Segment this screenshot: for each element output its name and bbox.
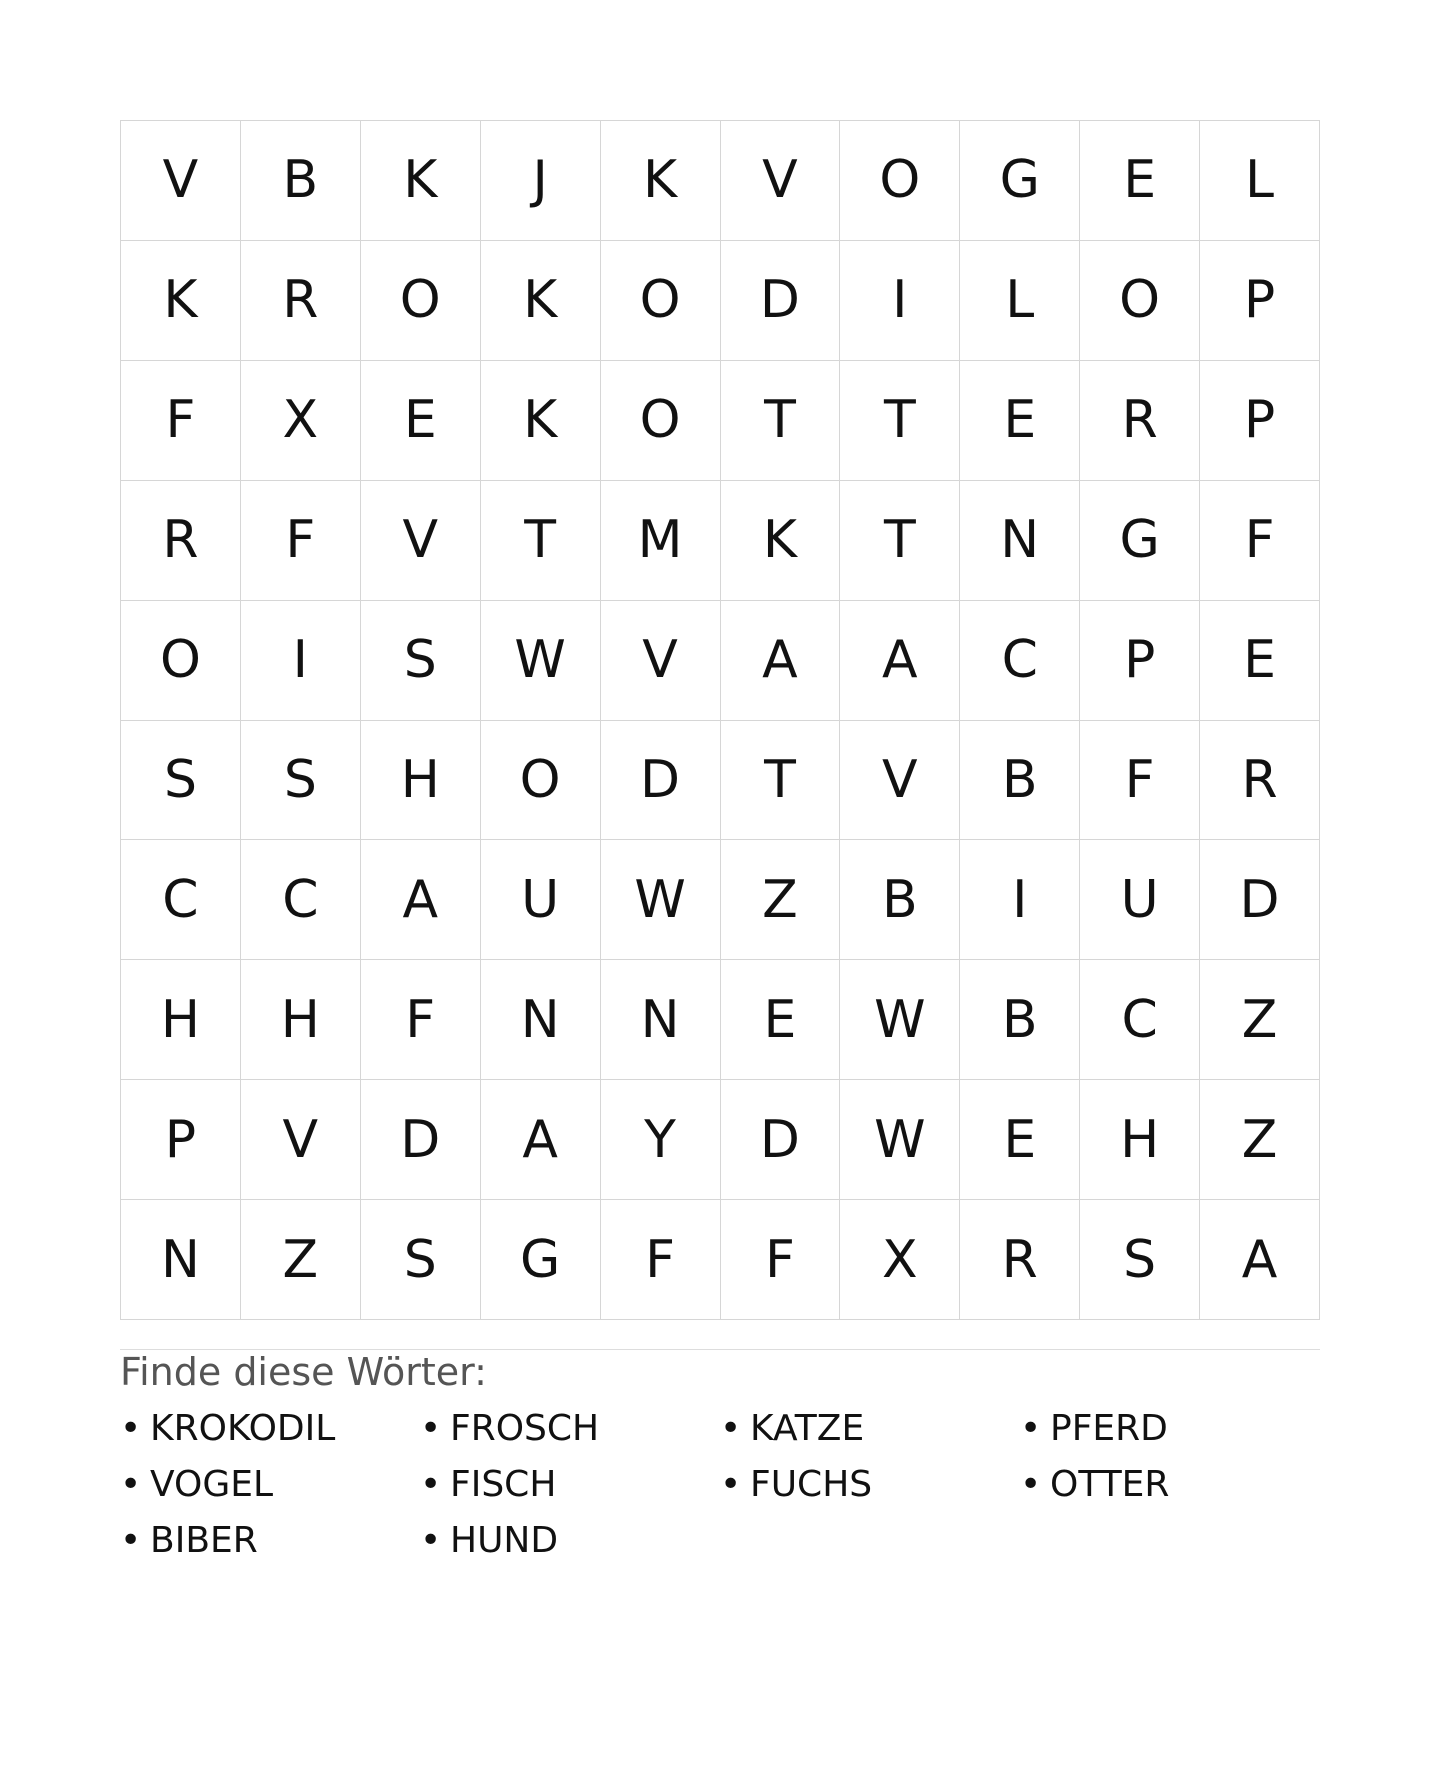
word-list-item	[420, 1408, 720, 1464]
grid-cell[interactable]: K	[721, 481, 841, 601]
grid-cell[interactable]: Y	[601, 1080, 721, 1200]
grid-cell[interactable]: J	[481, 121, 601, 241]
grid-cell[interactable]: R	[1200, 721, 1320, 841]
grid-cell[interactable]: F	[1080, 721, 1200, 841]
grid-cell[interactable]: D	[721, 1080, 841, 1200]
grid-cell[interactable]: G	[1080, 481, 1200, 601]
bullet-icon: •	[420, 1408, 442, 1449]
word-label: FISCH	[450, 1464, 557, 1505]
grid-cell[interactable]: F	[721, 1200, 841, 1320]
grid-cell[interactable]: W	[601, 840, 721, 960]
grid-cell[interactable]: C	[241, 840, 361, 960]
word-list-item	[720, 1408, 1020, 1464]
word-list-item	[120, 1408, 420, 1464]
grid-cell[interactable]: V	[361, 481, 481, 601]
grid-cell[interactable]: D	[601, 721, 721, 841]
grid-cell[interactable]: P	[121, 1080, 241, 1200]
grid-cell[interactable]: E	[361, 361, 481, 481]
grid-cell[interactable]: U	[1080, 840, 1200, 960]
grid-cell[interactable]: K	[361, 121, 481, 241]
grid-cell[interactable]: N	[121, 1200, 241, 1320]
grid-cell[interactable]: G	[960, 121, 1080, 241]
word-label: BIBER	[150, 1520, 258, 1561]
grid-cell[interactable]: L	[1200, 121, 1320, 241]
grid-cell[interactable]: V	[241, 1080, 361, 1200]
grid-cell[interactable]: S	[361, 601, 481, 721]
word-label: HUND	[450, 1520, 559, 1561]
grid-cell[interactable]: U	[481, 840, 601, 960]
grid-cell[interactable]: B	[960, 960, 1080, 1080]
grid-cell[interactable]: F	[121, 361, 241, 481]
grid-cell[interactable]: V	[721, 121, 841, 241]
grid-cell[interactable]: N	[481, 960, 601, 1080]
word-label: KROKODIL	[150, 1408, 336, 1449]
grid-cell[interactable]: C	[1080, 960, 1200, 1080]
word-label: OTTER	[1050, 1464, 1170, 1505]
word-label: FUCHS	[750, 1464, 873, 1505]
word-list-item	[120, 1520, 420, 1576]
bullet-icon: •	[720, 1408, 742, 1449]
grid-cell[interactable]: T	[840, 481, 960, 601]
grid-cell[interactable]: A	[361, 840, 481, 960]
grid-cell[interactable]: W	[840, 960, 960, 1080]
word-list-item	[720, 1464, 1020, 1520]
grid-cell[interactable]: O	[1080, 241, 1200, 361]
bullet-icon: •	[1020, 1464, 1042, 1505]
grid-cell[interactable]: T	[721, 361, 841, 481]
grid-cell[interactable]: P	[1200, 361, 1320, 481]
grid-cell[interactable]: R	[960, 1200, 1080, 1320]
bullet-icon: •	[1020, 1408, 1042, 1449]
grid-cell[interactable]: D	[721, 241, 841, 361]
grid-cell[interactable]: F	[1200, 481, 1320, 601]
word-list	[120, 1408, 1320, 1576]
grid-cell[interactable]: L	[960, 241, 1080, 361]
grid-cell[interactable]: C	[960, 601, 1080, 721]
word-list-item	[1020, 1408, 1320, 1464]
grid-cell[interactable]: V	[840, 721, 960, 841]
word-list-title: Finde diese Wörter:	[120, 1350, 487, 1394]
grid-cell[interactable]: B	[241, 121, 361, 241]
bullet-icon: •	[120, 1408, 142, 1449]
grid-cell[interactable]: H	[241, 960, 361, 1080]
word-list-item	[420, 1520, 720, 1576]
grid-cell[interactable]: T	[481, 481, 601, 601]
grid-cell[interactable]: O	[361, 241, 481, 361]
grid-cell[interactable]: K	[601, 121, 721, 241]
grid-cell[interactable]: M	[601, 481, 721, 601]
grid-cell[interactable]: E	[960, 1080, 1080, 1200]
grid-cell[interactable]: T	[840, 361, 960, 481]
grid-cell[interactable]: R	[1080, 361, 1200, 481]
word-label: VOGEL	[150, 1464, 274, 1505]
word-list-item	[120, 1464, 420, 1520]
grid-cell[interactable]: F	[241, 481, 361, 601]
word-list-item	[420, 1464, 720, 1520]
word-list-item	[1020, 1464, 1320, 1520]
grid-cell[interactable]: P	[1080, 601, 1200, 721]
grid-cell[interactable]: X	[840, 1200, 960, 1320]
grid-cell[interactable]: I	[960, 840, 1080, 960]
grid-cell[interactable]: Z	[1200, 960, 1320, 1080]
grid-cell[interactable]: W	[481, 601, 601, 721]
grid-cell[interactable]: Z	[721, 840, 841, 960]
grid-cell[interactable]: F	[361, 960, 481, 1080]
bullet-icon: •	[420, 1464, 442, 1505]
grid-cell[interactable]: K	[121, 241, 241, 361]
grid-cell[interactable]: A	[840, 601, 960, 721]
grid-cell[interactable]: K	[481, 241, 601, 361]
grid-cell[interactable]: F	[601, 1200, 721, 1320]
grid-cell[interactable]: Z	[241, 1200, 361, 1320]
grid-cell[interactable]: K	[481, 361, 601, 481]
grid-cell[interactable]: A	[721, 601, 841, 721]
grid-cell[interactable]: O	[601, 241, 721, 361]
grid-cell[interactable]: T	[721, 721, 841, 841]
grid-cell[interactable]: H	[121, 960, 241, 1080]
grid-cell[interactable]: O	[840, 121, 960, 241]
grid-cell[interactable]: A	[481, 1080, 601, 1200]
grid-cell[interactable]: E	[960, 361, 1080, 481]
grid-cell[interactable]: O	[481, 721, 601, 841]
word-label: FROSCH	[450, 1408, 600, 1449]
grid-cell[interactable]: G	[481, 1200, 601, 1320]
grid-cell[interactable]: R	[241, 241, 361, 361]
grid-cell[interactable]: N	[601, 960, 721, 1080]
grid-cell[interactable]: V	[121, 121, 241, 241]
grid-cell[interactable]: O	[601, 361, 721, 481]
grid-cell[interactable]: S	[121, 721, 241, 841]
grid-cell[interactable]: D	[1200, 840, 1320, 960]
grid-cell[interactable]: R	[121, 481, 241, 601]
grid-cell[interactable]: S	[241, 721, 361, 841]
grid-cell[interactable]: H	[361, 721, 481, 841]
grid-cell[interactable]: Z	[1200, 1080, 1320, 1200]
grid-cell[interactable]: E	[1200, 601, 1320, 721]
word-search-grid	[120, 120, 1320, 1320]
grid-cell[interactable]: I	[840, 241, 960, 361]
grid-cell[interactable]: P	[1200, 241, 1320, 361]
bullet-icon: •	[120, 1520, 142, 1561]
word-label: KATZE	[750, 1408, 865, 1449]
grid-cell[interactable]: X	[241, 361, 361, 481]
grid-cell[interactable]: S	[361, 1200, 481, 1320]
grid-cell[interactable]: B	[840, 840, 960, 960]
bullet-icon: •	[720, 1464, 742, 1505]
grid-cell[interactable]: V	[601, 601, 721, 721]
grid-cell[interactable]: E	[721, 960, 841, 1080]
bullet-icon: •	[420, 1520, 442, 1561]
grid-cell[interactable]: H	[1080, 1080, 1200, 1200]
grid-cell[interactable]: I	[241, 601, 361, 721]
grid-cell[interactable]: D	[361, 1080, 481, 1200]
grid-cell[interactable]: S	[1080, 1200, 1200, 1320]
grid-cell[interactable]: A	[1200, 1200, 1320, 1320]
grid-cell[interactable]: E	[1080, 121, 1200, 241]
bullet-icon: •	[120, 1464, 142, 1505]
grid-cell[interactable]: W	[840, 1080, 960, 1200]
grid-cell[interactable]: C	[121, 840, 241, 960]
grid-cell[interactable]: O	[121, 601, 241, 721]
grid-cell[interactable]: N	[960, 481, 1080, 601]
word-label: PFERD	[1050, 1408, 1168, 1449]
grid-cell[interactable]: B	[960, 721, 1080, 841]
